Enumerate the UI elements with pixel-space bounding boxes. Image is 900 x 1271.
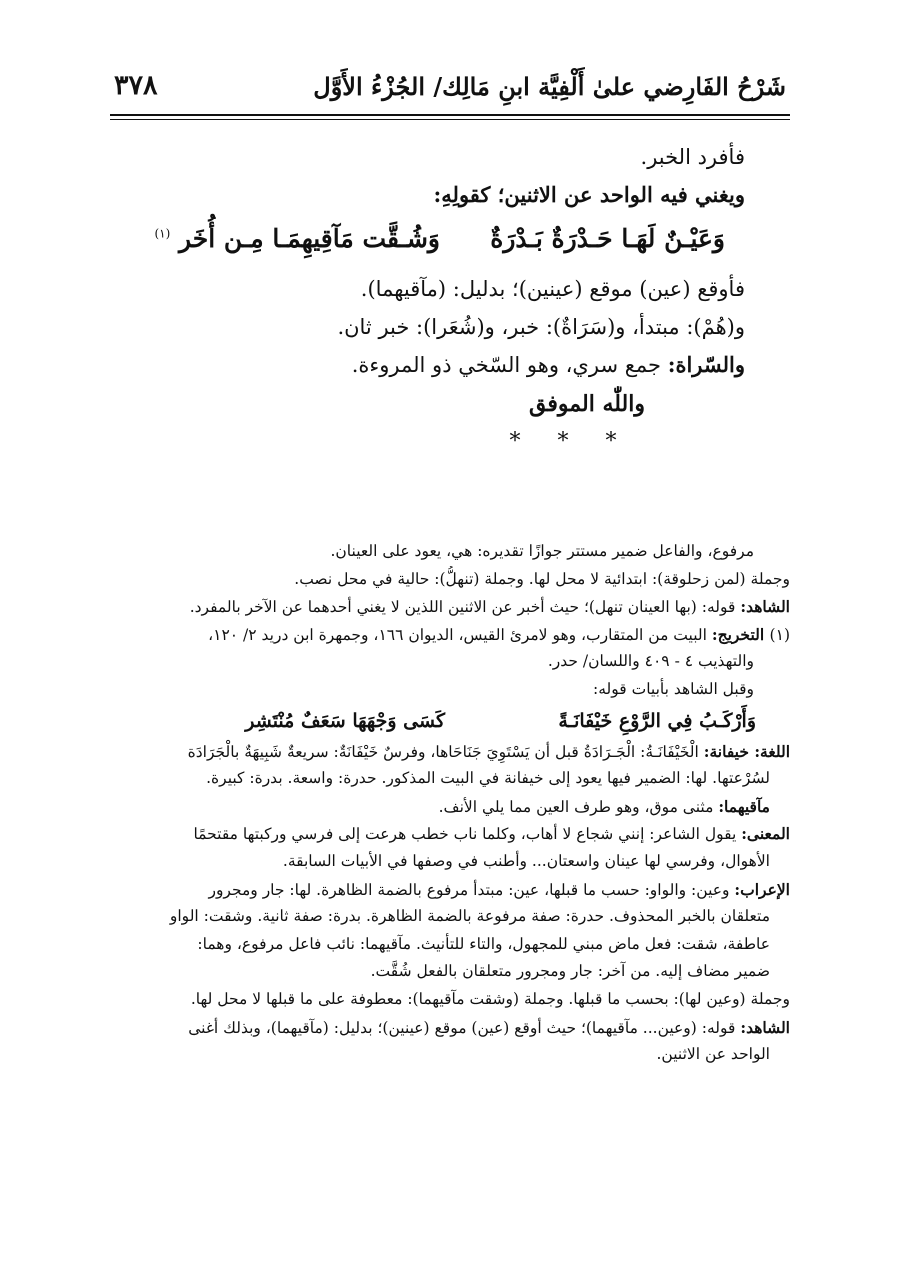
poem-verse bbox=[120, 218, 745, 270]
footnote-line: متعلقان بالخبر المحذوف. حدرة: صفة مرفوعة بالضمة الظاهرة. بدرة: صفة ثانية. وشقت: الواو bbox=[169, 907, 770, 926]
footnotes bbox=[110, 538, 790, 1069]
header-rule bbox=[110, 114, 790, 116]
footnote-line: اللغة: خيفانة: الْخَيْفَانَـةُ: الْجَـرَادَةُ قبل أن يَسْتَوِيَ جَنَاحَاها، وفرسٌ خَيْفَانَةٌ: سريعةٌ شَبِيهَةٌ بالْجَرَادَة bbox=[187, 741, 790, 761]
star-icon: * bbox=[509, 429, 521, 454]
footnote-line: مآقيهما: مثنى موق، وهو طرف العين مما يلي الأنف. bbox=[438, 796, 770, 816]
footnote-line: الشاهد: قوله: (بها العينان تنهل)؛ حيث أخبر عن الاثنين اللذين لا يغني أحدهما عن الآخر بالمفرد. bbox=[189, 597, 790, 617]
header-rule-thin bbox=[110, 119, 790, 120]
main-text bbox=[120, 138, 745, 460]
running-title: شَرْحُ الفَارِضي علىٰ أَلْفِيَّة ابنِ مَالِك/ الجُزْءُ الأَوَّل bbox=[313, 72, 786, 101]
text-line: فأفرد الخبر. bbox=[640, 145, 745, 169]
footnote-line: وجملة (لمن زحلوقة): ابتدائية لا محل لها. وجملة (تنهلُّ): حالية في محل نصب. bbox=[294, 569, 790, 588]
verse-hemistich-first: وَعَيْـنٌ لَهَـا حَـدْرَةٌ بَـدْرَةٌ bbox=[490, 224, 725, 253]
verse-hemistich-second: كَسَى وَجْهَهَا سَعَفٌ مُنْتَشِر bbox=[245, 709, 445, 732]
text-line: ويغني فيه الواحد عن الاثنين؛ كقولِهِ: bbox=[433, 182, 745, 207]
footnote-marker[interactable]: (١) bbox=[154, 226, 171, 241]
verse-hemistich-second: وَشُـقَّت مَآقِيهِمَـا مِـن أُخَر $^{(١)}$ bbox=[154, 224, 440, 253]
star-icon: * bbox=[605, 429, 617, 454]
page-number: ٣٧٨ bbox=[114, 70, 158, 101]
page-header bbox=[110, 68, 790, 116]
footnote-line: وقبل الشاهد بأبيات قوله: bbox=[593, 679, 754, 698]
footnote-line: ضمير مضاف إليه. من آخر: جار ومجرور متعلقان بالفعل شُقَّت. bbox=[370, 962, 770, 981]
footnote-line: والتهذيب ٤ - ٤٠٩ واللسان/ حدر. bbox=[547, 652, 754, 671]
footnote-line: عاطفة، شقت: فعل ماض مبني للمجهول، والتاء للتأنيث. مآقيهما: نائب فاعل مرفوع، وهما: bbox=[197, 934, 770, 953]
verse-hemistich-first: وَأَرْكَـبُ فِي الرَّوْعِ خَيْفَانَـةً bbox=[558, 709, 756, 732]
footnote-verse bbox=[110, 704, 790, 738]
section-divider bbox=[120, 424, 635, 460]
footnote-line: مرفوع، والفاعل ضمير مستتر جوازًا تقديره: هي، يعود على العينان. bbox=[330, 542, 754, 560]
footnote-line: الأهوال، وفرسي لها عينان واسعتان... وأطنب في وصفها في الأبيات السابقة. bbox=[282, 851, 770, 870]
footnote-line: المعنى: يقول الشاعر: إنني شجاع لا أهاب، وكلما ناب خطب هرعت إلى فرسي وركبتها مقتحمًا bbox=[193, 824, 790, 844]
footnote-line: الواحد عن الاثنين. bbox=[656, 1045, 770, 1064]
text-line: والسّراة: جمع سري، وهو السّخي ذو المروءة. bbox=[351, 352, 745, 377]
footnote-line: لسُرْعتها. لها: الضمير فيها يعود إلى خيفانة في البيت المذكور. حدرة: واسعة. بدرة: كبيرة. bbox=[206, 769, 770, 788]
footnote-line: الشاهد: قوله: (وعين... مآقيهما)؛ حيث أوقع (عين) موقع (عينين)؛ بدليل: (مآقيهما)، وبذلك أغنى bbox=[188, 1017, 790, 1037]
footnote-line: وجملة (وعين لها): بحسب ما قبلها. وجملة (وشقت مآقيهما): معطوفة على ما قبلها لا محل لها. bbox=[190, 989, 790, 1008]
footnote-line: الإعراب: وعين: والواو: حسب ما قبلها، عين: مبتدأ مرفوع بالضمة الظاهرة. لها: جار ومجرور bbox=[208, 879, 790, 899]
star-icon: * bbox=[557, 429, 569, 454]
footnote-line: (١) التخريج: البيت من المتقارب، وهو لامرئ القيس، الديوان ١٦٦، وجمهرة ابن دريد ٢/ ١٢٠، bbox=[208, 624, 790, 644]
closing-phrase: واللّٰه الموفق bbox=[529, 391, 645, 417]
text-line: فأوقع (عين) موقع (عينين)؛ بدليل: (مآقيهما). bbox=[360, 277, 745, 301]
text-line: و(هُمْ): مبتدأ، و(سَرَاةٌ): خبر، و(شُعَرا): خبر ثان. bbox=[337, 315, 745, 339]
